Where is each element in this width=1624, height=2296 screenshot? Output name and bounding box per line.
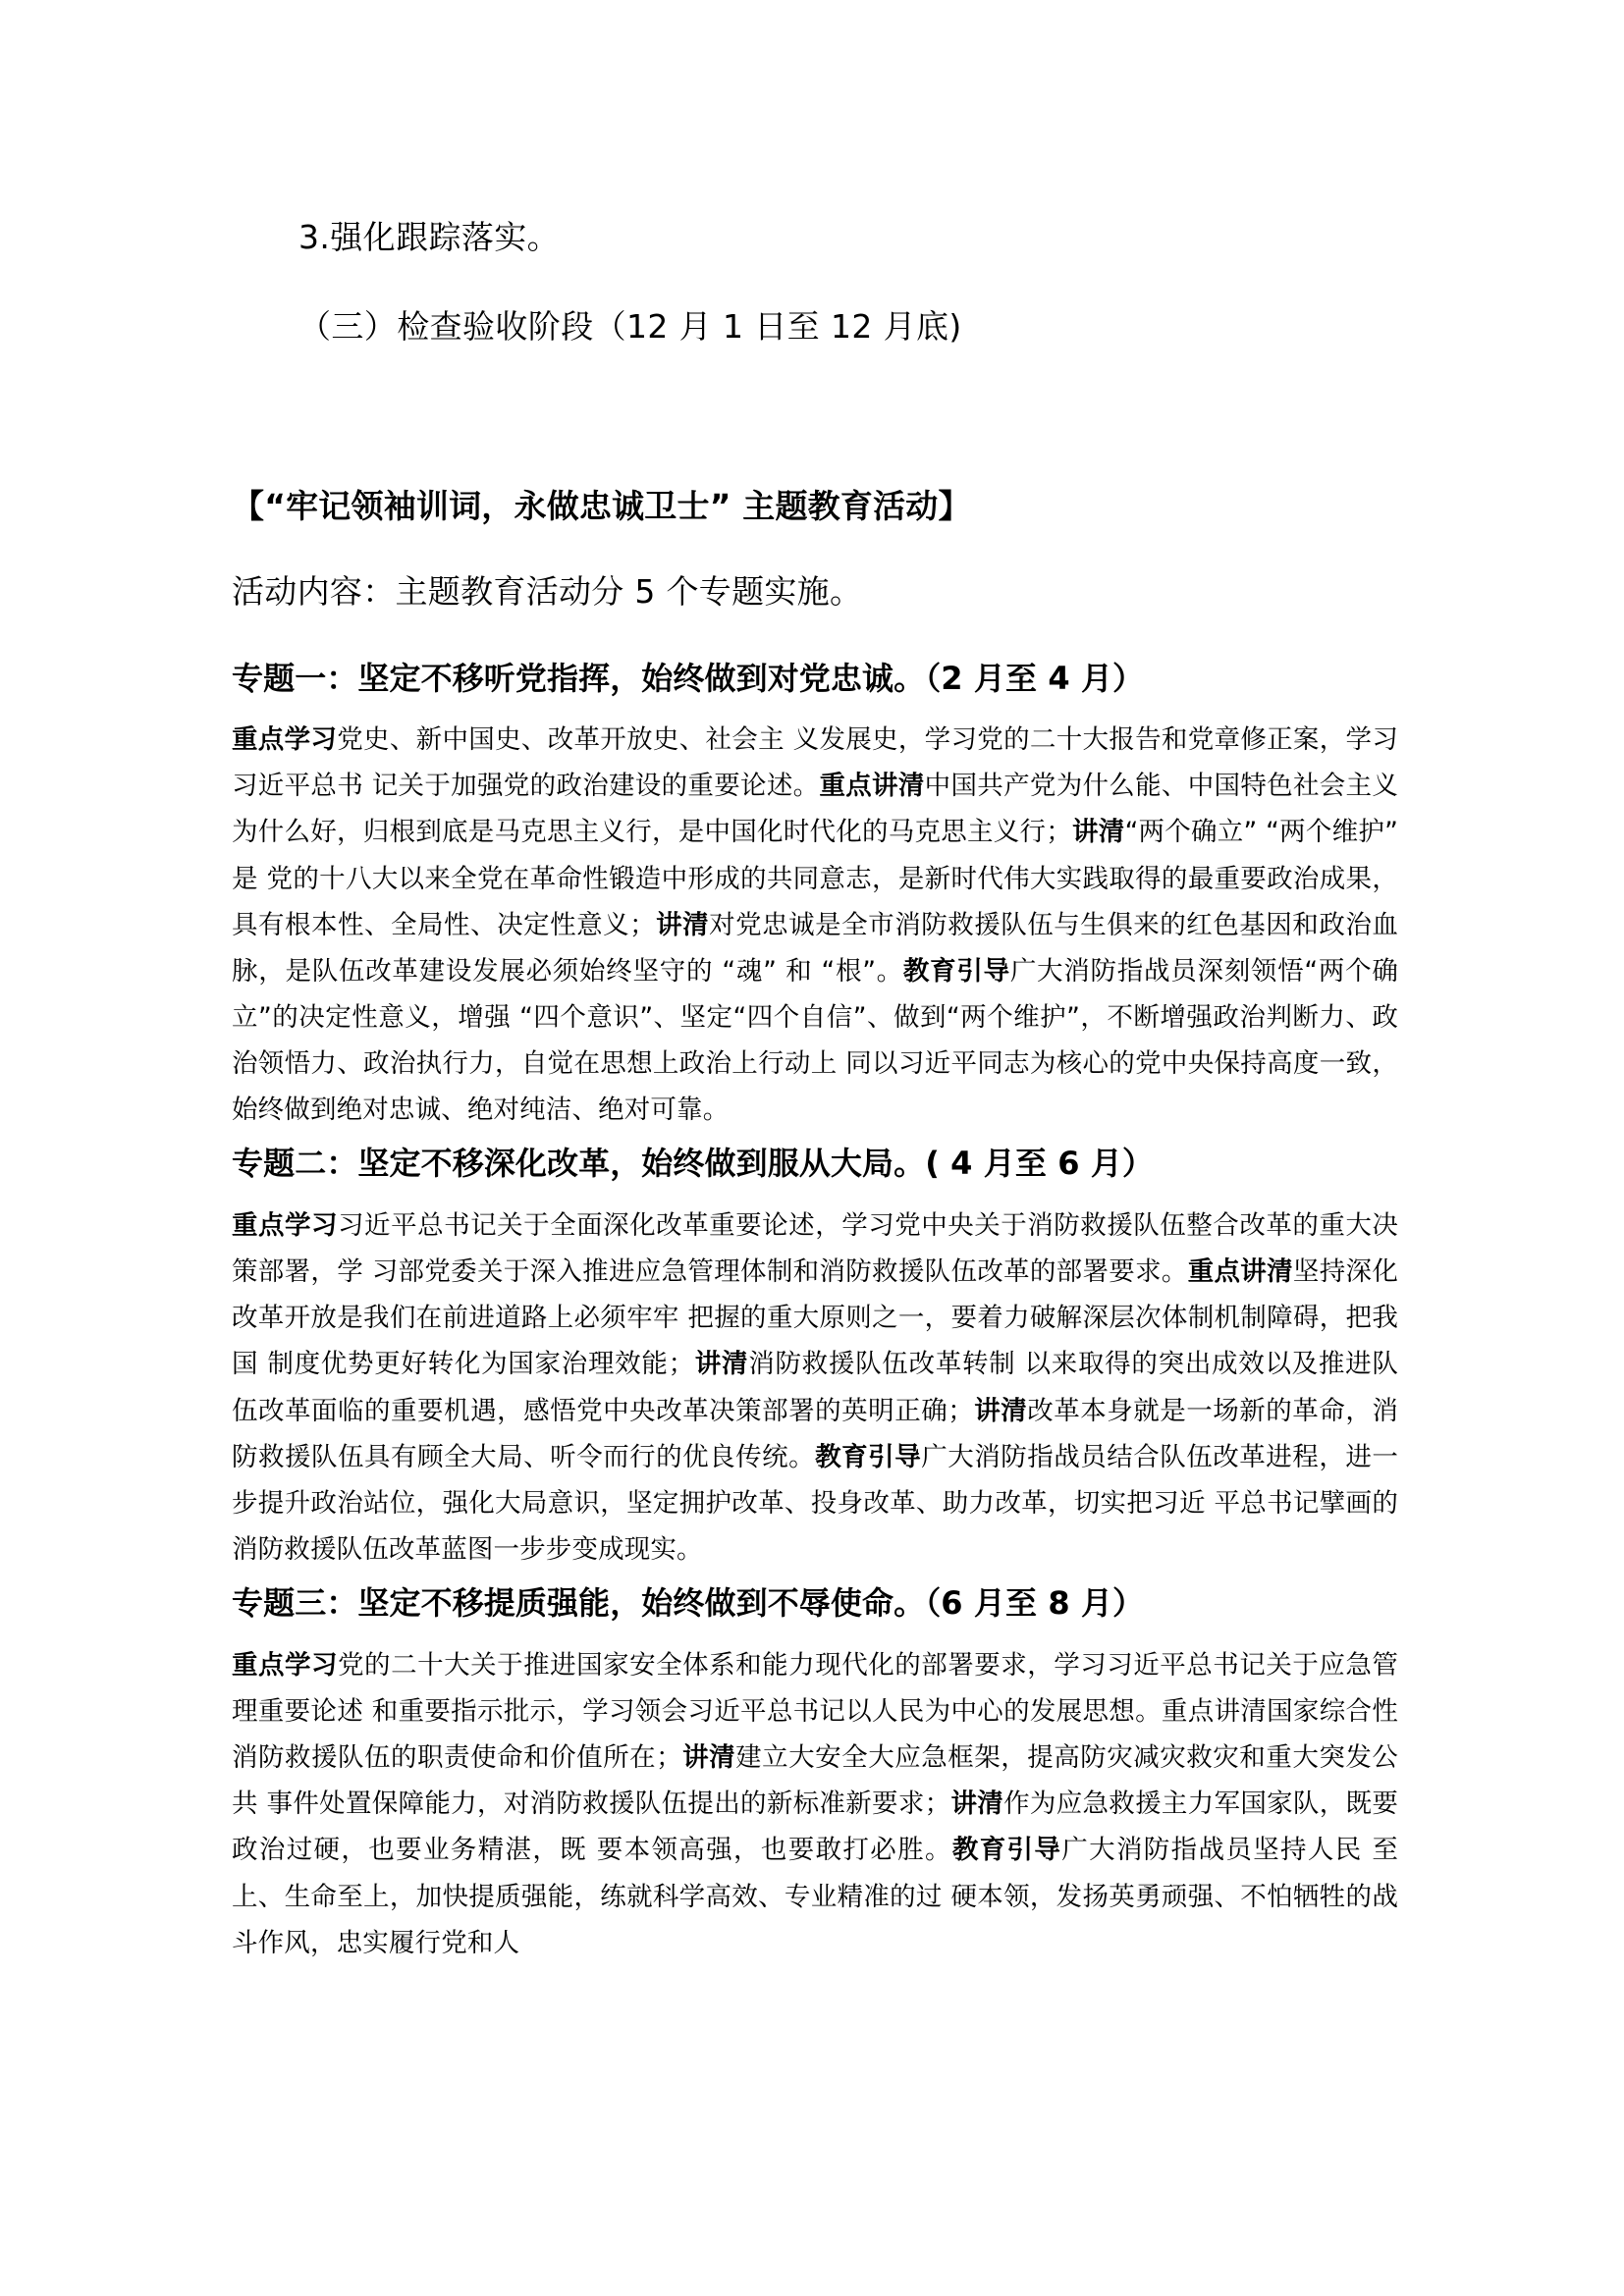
topic-block — [232, 654, 1398, 1134]
document-body — [232, 211, 1398, 1966]
emphasis-keyword: 重点讲清 — [819, 771, 925, 802]
topic-heading: 专题二：坚定不移深化改革，始终做到服从大局。( 4 月至 6 月） — [232, 1145, 1155, 1183]
emphasis-keyword: 讲清 — [1071, 817, 1125, 848]
body-text-run: 建立大安全大应急框架，提高防灾减灾救灾和重大突发公共 事件处置保障能力，对消防救援队伍提出的新标准新要求； — [232, 1742, 1398, 1820]
topic-block — [232, 1578, 1398, 1966]
emphasis-keyword: 教育引导 — [815, 1441, 922, 1472]
body-text-run: 对党忠诚是全市消防救援队伍与生俱来的红色基因和政治血脉，是队伍改革建设发展必须始终坚守的 “魂” 和 “根”。 — [232, 909, 1398, 987]
emphasis-keyword: 重点学习 — [232, 1210, 339, 1241]
body-text-run: 改革本身就是一场新的革命，消防救援队伍具有顾全大局、听令而行的优良传统。 — [232, 1395, 1398, 1472]
body-text-run: 中国共产党为什么能、中国特色社会主义为什么好，归根到底是马克思主义行，是中国化时代化的马克思主义行； — [232, 771, 1399, 848]
emphasis-keyword: 重点学习 — [232, 1649, 339, 1681]
section-divider-space — [232, 365, 1398, 481]
emphasis-keyword: 重点学习 — [232, 724, 338, 756]
topic-heading: 专题一：坚定不移听党指挥，始终做到对党忠诚。（2 月至 4 月） — [232, 659, 1145, 697]
topic-body-paragraph — [232, 1642, 1398, 1966]
body-text-run: “两个确立” “两个维护” 是 党的十八大以来全党在革命性锻造中形成的共同意志，是新时代伟大实践取得的最重要政治成果，具有根本性、全局性、决定性意义； — [232, 817, 1398, 940]
body-text-run: 广大消防指战员深刻领悟“两个确立”的决定性意义，增强 “四个意识”、坚定“四个自信”、做到“两个维护”，不断增强政治判断力、政治领悟力、政治执行力，自觉在思想上政治上行动上 同以习近平同志为核心的党中央保持高度一致，始终做到绝对忠诚、绝对纯洁、绝对可靠。 — [232, 955, 1398, 1126]
topic-body-paragraph — [232, 717, 1398, 1133]
body-text-run: 广大消防指战员结合队伍改革进程，进一步提升政治站位，强化大局意识，坚定拥护改革、投身改革、助力改革，切实把习近 平总书记擘画的消防救援队伍改革蓝图一步步变成现实。 — [232, 1441, 1398, 1566]
emphasis-keyword: 教育引导 — [902, 955, 1010, 987]
body-text-run: 坚持深化改革开放是我们在前进道路上必须牢牢 把握的重大原则之一，要着力破解深层次体制机制障碍，把我国 制度优势更好转化为国家治理效能； — [232, 1256, 1398, 1380]
section-step-line: 3.强化跟踪落实。 — [298, 218, 561, 256]
emphasis-keyword: 讲清 — [655, 909, 710, 940]
emphasis-keyword: 教育引导 — [951, 1835, 1062, 1866]
body-text-run: 消防救援队伍改革转制 以来取得的突出成效以及推进队伍改革面临的重要机遇，感悟党中央改革决策部署的英明正确； — [232, 1349, 1398, 1426]
emphasis-keyword: 讲清 — [973, 1395, 1028, 1426]
topic-list — [232, 654, 1398, 1966]
emphasis-keyword: 重点讲清 — [1187, 1256, 1293, 1288]
body-text-run: 党的二十大关于推进国家安全体系和能力现代化的部署要求，学习习近平总书记关于应急管理重要论述 和重要指示批示，学习领会习近平总书记以人民为中心的发展思想。重点讲清国家综合性消防救援队伍的职责使命和价值所在； — [232, 1649, 1399, 1774]
body-text-run: 作为应急救援主力军国家队，既要政治过硬，也要业务精湛，既 要本领高强，也要敢打必胜。 — [232, 1789, 1398, 1866]
body-text-run: 党史、新中国史、改革开放史、社会主 义发展史，学习党的二十大报告和党章修正案，学习习近平总书 记关于加强党的政治建设的重要论述。 — [232, 724, 1399, 802]
emphasis-keyword: 讲清 — [681, 1742, 736, 1774]
activity-content-line: 活动内容：主题教育活动分 5 个专题实施。 — [232, 571, 863, 611]
topic-block — [232, 1139, 1398, 1573]
topic-body-paragraph — [232, 1202, 1398, 1573]
body-text-run: 广大消防指战员坚持人民 至上、生命至上，加快提质强能，练就科学高效、专业精准的过 硬本领，发扬英勇顽强、不怕牺牲的战斗作风，忠实履行党和人 — [232, 1835, 1399, 1958]
section-phase-line: （三）检查验收阶段（12 月 1 日至 12 月底) — [298, 307, 962, 347]
body-text-run: 习近平总书记关于全面深化改革重要论述，学习党中央关于消防救援队伍整合改革的重大决策部署，学 习部党委关于深入推进应急管理体制和消防救援队伍改革的部署要求。 — [232, 1210, 1399, 1288]
topic-heading: 专题三：坚定不移提质强能，始终做到不辱使命。（6 月至 8 月） — [232, 1584, 1145, 1623]
page-title: 【“牢记领袖训词，永做忠诚卫士” 主题教育活动】 — [232, 486, 971, 525]
emphasis-keyword: 讲清 — [694, 1349, 749, 1380]
emphasis-keyword: 讲清 — [950, 1789, 1004, 1820]
